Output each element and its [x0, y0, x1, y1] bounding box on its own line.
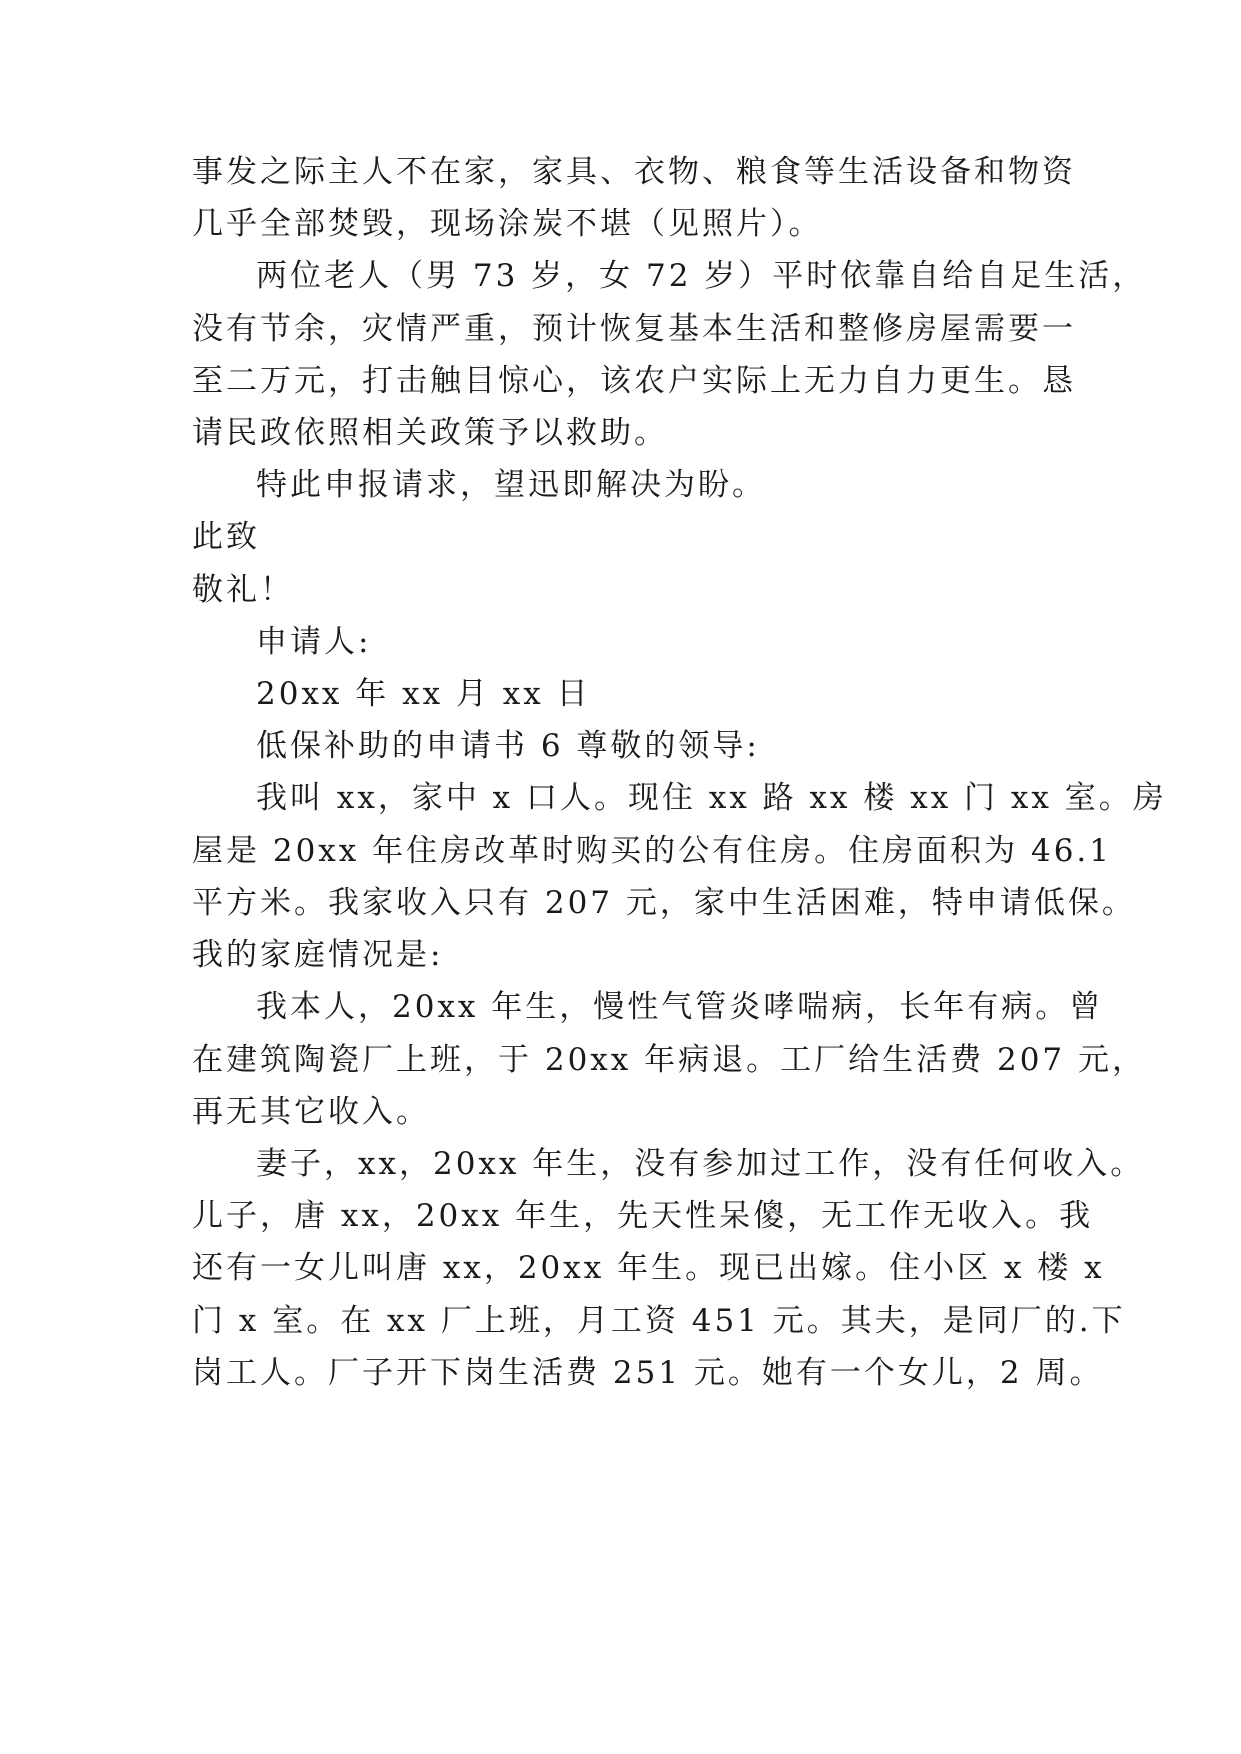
date-line: 20xx 年 xx 月 xx 日 — [256, 676, 591, 712]
text-line: 没有节余，灾情严重，预计恢复基本生活和整修房屋需要一 — [192, 311, 1076, 347]
text-line: 事发之际主人不在家，家具、衣物、粮食等生活设备和物资 — [192, 154, 1076, 190]
text-line: 我本人，20xx 年生，慢性气管炎哮喘病，长年有病。曾 — [256, 989, 1104, 1025]
text-line: 儿子，唐 xx，20xx 年生，先天性呆傻，无工作无收入。我 — [192, 1198, 1094, 1234]
text-line: 在建筑陶瓷厂上班，于 20xx 年病退。工厂给生活费 207 元， — [192, 1042, 1146, 1078]
text-line: 我叫 xx，家中 x 口人。现住 xx 路 xx 楼 xx 门 xx 室。房 — [256, 780, 1167, 816]
text-line: 岗工人。厂子开下岗生活费 251 元。她有一个女儿，2 周。 — [192, 1355, 1104, 1391]
text-line: 特此申报请求，望迅即解决为盼。 — [256, 467, 766, 503]
text-line: 妻子，xx，20xx 年生，没有参加过工作，没有任何收入。 — [256, 1146, 1145, 1182]
text-line: 平方米。我家收入只有 207 元，家中生活困难，特申请低保。 — [192, 885, 1136, 921]
text-line: 再无其它收入。 — [192, 1094, 430, 1130]
text-line: 屋是 20xx 年住房改革时购买的公有住房。住房面积为 46.1 — [192, 833, 1112, 869]
text-line: 门 x 室。在 xx 厂上班，月工资 451 元。其夫，是同厂的.下 — [192, 1303, 1126, 1339]
text-line: 几乎全部焚毁，现场涂炭不堪（见照片）。 — [192, 206, 823, 242]
text-line: 低保补助的申请书 6 尊敬的领导: — [256, 728, 760, 764]
text-line: 请民政依照相关政策予以救助。 — [192, 415, 668, 451]
salutation-line: 敬礼！ — [192, 572, 294, 608]
text-line: 至二万元，打击触目惊心，该农户实际上无力自力更生。恳 — [192, 363, 1076, 399]
salutation-line: 此致 — [192, 519, 260, 555]
text-line: 我的家庭情况是: — [192, 937, 444, 973]
text-line: 两位老人（男 73 岁，女 72 岁）平时依靠自给自足生活， — [256, 258, 1147, 294]
text-line: 还有一女儿叫唐 xx，20xx 年生。现已出嫁。住小区 x 楼 x — [192, 1250, 1105, 1286]
applicant-line: 申请人: — [256, 624, 372, 660]
